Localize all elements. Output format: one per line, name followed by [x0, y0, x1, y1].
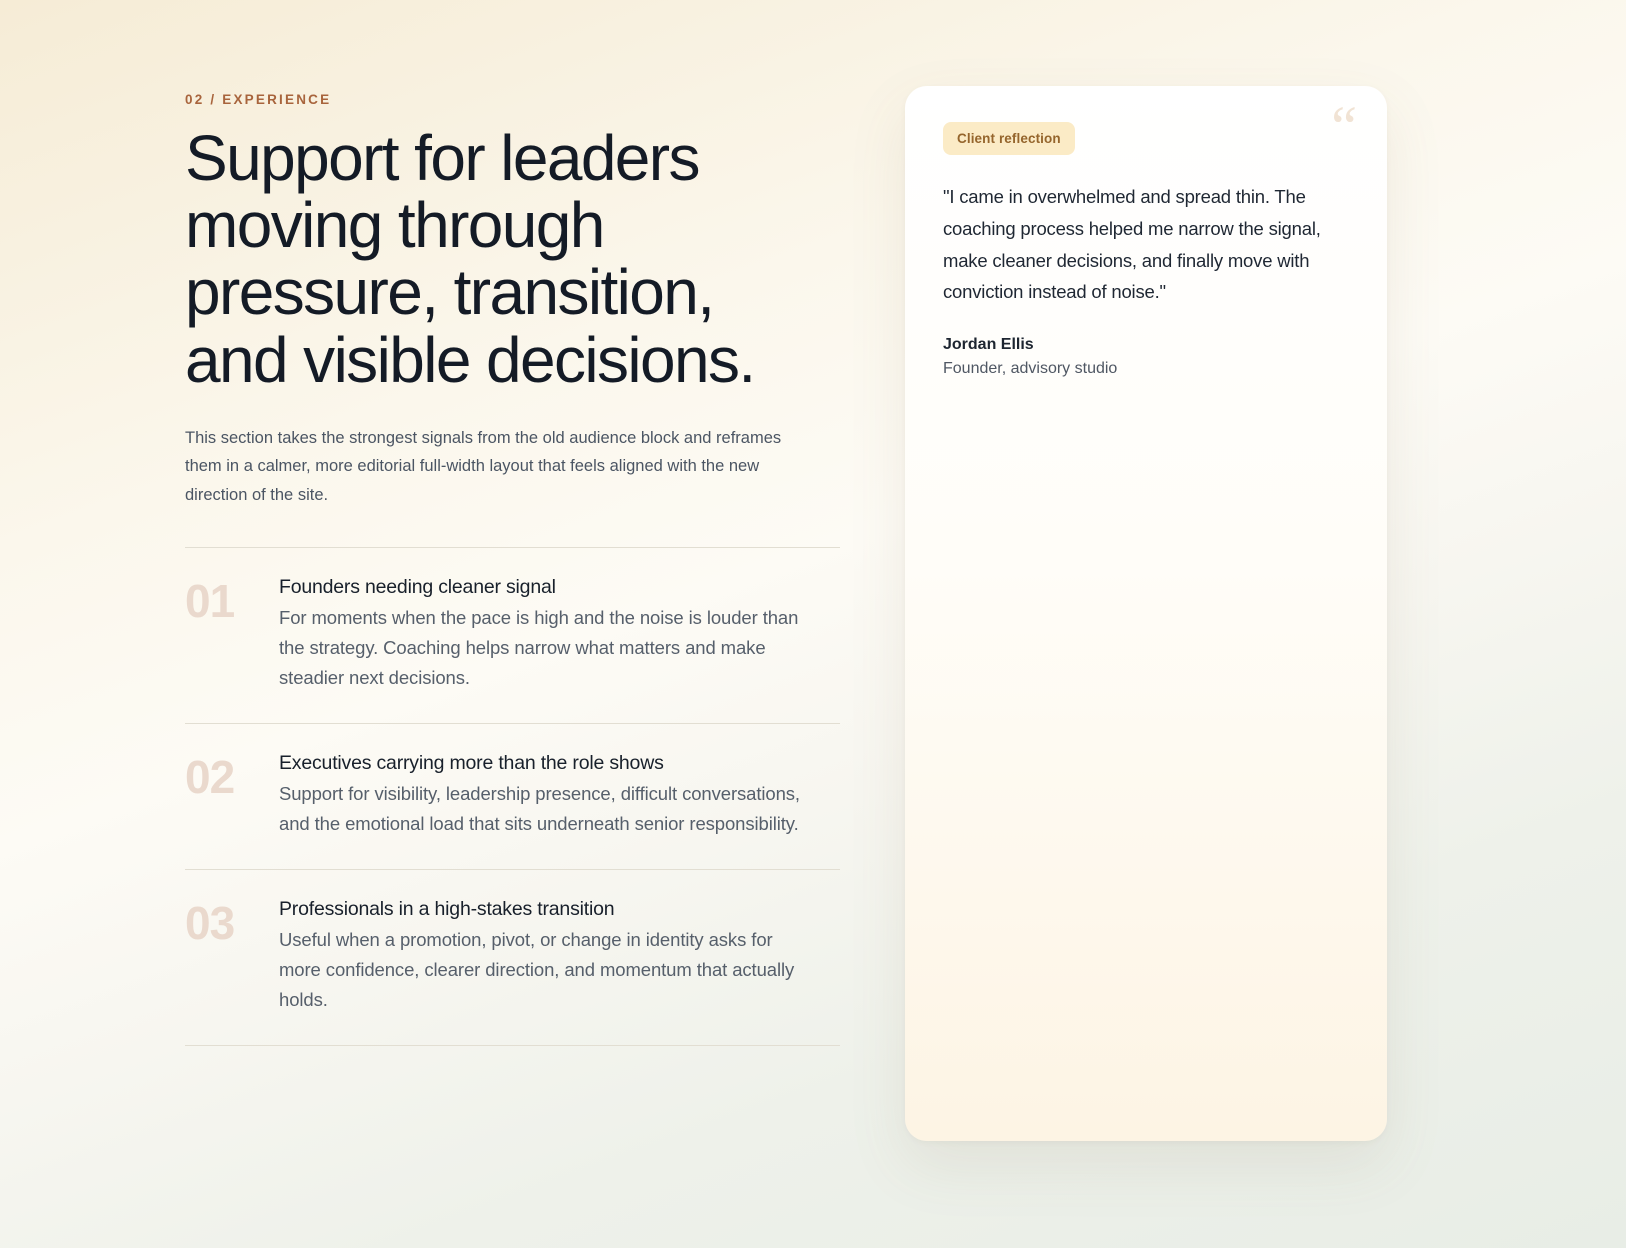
list-item-number: 01	[185, 574, 235, 627]
list-item-number: 03	[185, 896, 235, 949]
list-item	[185, 548, 840, 724]
quote-icon: “	[1331, 94, 1357, 159]
list-item-description: For moments when the pace is high and the noise is louder than the strategy. Coaching helps narrow what matters and make steadier next decisions.	[279, 606, 799, 688]
page-title: Support for leaders moving through pressure, transition, and visible decisions.	[185, 122, 755, 396]
testimonial-author-role: Founder, advisory studio	[943, 360, 1118, 378]
list-item	[185, 724, 840, 870]
list-item-title: Founders needing cleaner signal	[279, 575, 556, 598]
section-eyebrow: 02 / EXPERIENCE	[185, 92, 332, 107]
testimonial-column	[905, 78, 1387, 1248]
testimonial-author-name: Jordan Ellis	[943, 336, 1034, 354]
list-item-body	[279, 752, 840, 839]
list-item-title: Professionals in a high-stakes transition	[279, 897, 615, 920]
section-content	[185, 78, 845, 1248]
status-badge: Client reflection	[943, 122, 1075, 155]
section-intro: This section takes the strongest signals from the old audience block and reframes them in a calmer, more editorial full-width layout that feels aligned with the new direction of the site.	[185, 428, 782, 504]
testimonial-quote: "I came in overwhelmed and spread thin. The coaching process helped me narrow the signal, make cleaner decisions, and finally move with conviction instead of noise."	[943, 186, 1321, 303]
list-item	[185, 870, 840, 1046]
list-item-title: Executives carrying more than the role shows	[279, 751, 664, 774]
list-item-description: Support for visibility, leadership presence, difficult conversations, and the emotional load that sits underneath senior responsibility.	[279, 782, 800, 834]
audience-list	[185, 547, 840, 1046]
testimonial-card	[905, 86, 1387, 1141]
list-item-body	[279, 576, 840, 693]
list-item-body	[279, 898, 840, 1015]
list-item-number: 02	[185, 750, 235, 803]
list-item-description: Useful when a promotion, pivot, or change in identity asks for more confidence, clearer direction, and momentum that actually holds.	[279, 928, 795, 1010]
